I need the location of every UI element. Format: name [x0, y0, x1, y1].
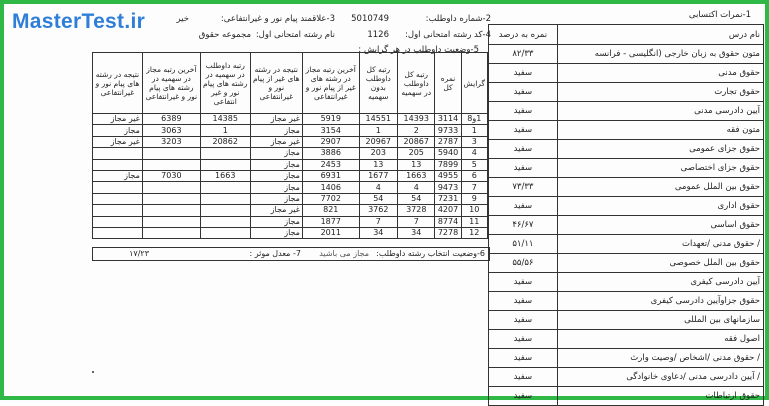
results-cell [93, 193, 143, 204]
results-cell: 3762 [359, 205, 397, 216]
results-cell: 1663 [398, 170, 435, 181]
results-row [93, 227, 488, 238]
course-row [489, 197, 764, 216]
results-cell: مجاز [250, 216, 302, 227]
results-cell: 4 [461, 148, 487, 159]
results-cell [200, 159, 250, 170]
results-cell: 821 [302, 205, 359, 216]
results-cell: 6 [461, 170, 487, 181]
results-cell: 13 [398, 159, 435, 170]
results-cell [93, 159, 143, 170]
course-name: سازمانهای بین المللی [557, 311, 763, 330]
results-cell: 2453 [302, 159, 359, 170]
course-pct: ۷۳/۳۳ [489, 178, 558, 197]
results-cell: 203 [359, 148, 397, 159]
results-cell: 20967 [359, 136, 397, 147]
results-cell: 4 [398, 182, 435, 193]
course-name: / حقوق مدنی /تعهدات [557, 235, 763, 254]
course-pct: سفید [489, 311, 558, 330]
results-cell: غیر مجاز [250, 205, 302, 216]
results-cell [142, 216, 200, 227]
course-pct: سفید [489, 330, 558, 349]
results-col-header: نمره کل [435, 53, 461, 114]
course-name: حقوق جزای اختصاصی [557, 159, 763, 178]
results-col-header: رتبه کل داوطلب بدون سهمیه [359, 53, 397, 114]
results-col-header: نتیجه در رشته های غیر از پیام نور و غیرانتفاعی [250, 53, 302, 114]
course-pct: سفید [489, 102, 558, 121]
results-cell: 7231 [435, 193, 461, 204]
course-pct: سفید [489, 121, 558, 140]
results-cell: 9473 [435, 182, 461, 193]
results-cell: 205 [398, 148, 435, 159]
header-item4-value: 1126 [367, 30, 389, 40]
course-pct: سفید [489, 159, 558, 178]
results-cell: 3 [461, 136, 487, 147]
col-course-name: نام درس [557, 25, 763, 45]
header-item2-label: 2-شماره داوطلب: [425, 14, 491, 24]
course-name: حقوق جزای عمومی [557, 140, 763, 159]
results-cell: مجاز [250, 148, 302, 159]
results-cell: 54 [359, 193, 397, 204]
results-cell: 2907 [302, 136, 359, 147]
results-cell [93, 227, 143, 238]
results-cell: 4955 [435, 170, 461, 181]
course-name: / آیین دادرسی مدنی /دعاوی خانوادگی [557, 368, 763, 387]
results-cell: مجاز [250, 170, 302, 181]
results-cell: 7030 [142, 170, 200, 181]
course-table [488, 24, 764, 406]
course-row [489, 273, 764, 292]
results-col-header: گرایش [461, 53, 487, 114]
results-cell [200, 216, 250, 227]
header-item2-value: 5010749 [351, 14, 389, 24]
course-row [489, 330, 764, 349]
results-cell: 3203 [142, 136, 200, 147]
results-cell [142, 159, 200, 170]
results-cell: 1و8 [461, 114, 487, 125]
results-cell: 5919 [302, 114, 359, 125]
results-cell: 3154 [302, 125, 359, 136]
course-row [489, 178, 764, 197]
header-item3-label: 3-علاقمند پیام نور و غیرانتفاعی: [220, 14, 335, 24]
results-cell: 1 [200, 125, 250, 136]
course-pct: ۸۲/۳۳ [489, 45, 558, 64]
results-cell: 1677 [359, 170, 397, 181]
results-cell: 7 [398, 216, 435, 227]
results-cell: مجاز [250, 227, 302, 238]
results-cell [200, 148, 250, 159]
results-cell: مجاز [93, 125, 143, 136]
course-pct: ۵۱/۱۱ [489, 235, 558, 254]
results-cell [142, 205, 200, 216]
results-cell: 12 [461, 227, 487, 238]
results-cell [200, 193, 250, 204]
results-cell: 1 [461, 125, 487, 136]
footer-item6-value: مجاز می باشید [319, 249, 369, 258]
results-col-header: رتبه داوطلب در سهمیه در رشته های پیام نور و غیر انتفاعی [200, 53, 250, 114]
results-cell: غیر مجاز [250, 136, 302, 147]
results-row [93, 136, 488, 147]
course-pct: سفید [489, 197, 558, 216]
results-cell: مجاز [250, 159, 302, 170]
course-pct: سفید [489, 64, 558, 83]
results-row [93, 216, 488, 227]
course-row [489, 311, 764, 330]
results-cell [142, 193, 200, 204]
course-name: اصول فقه [557, 330, 763, 349]
course-name: / حقوق مدنی /اشخاص /وصیت وارث [557, 349, 763, 368]
course-pct: سفید [489, 273, 558, 292]
results-cell [200, 205, 250, 216]
course-name: متون حقوق به زبان خارجی (انگلیسی - فرانسه [557, 45, 763, 64]
results-cell [93, 148, 143, 159]
course-name: حقوق اداری [557, 197, 763, 216]
results-cell: 34 [398, 227, 435, 238]
header-item5: 5-وضعیت داوطلب در هر گرایش : [358, 45, 479, 55]
results-cell: 14551 [359, 114, 397, 125]
course-name: آیین دادرسی کیفری [557, 273, 763, 292]
course-pct: سفید [489, 368, 558, 387]
results-cell: 20867 [398, 136, 435, 147]
results-table-header [93, 53, 488, 114]
results-cell: مجاز [250, 182, 302, 193]
course-pct: سفید [489, 387, 558, 406]
course-row [489, 387, 764, 406]
header-item4-name-value: مجموعه حقوق [198, 30, 251, 40]
course-row [489, 216, 764, 235]
course-row [489, 159, 764, 178]
results-cell: 1406 [302, 182, 359, 193]
course-name: آیین دادرسی مدنی [557, 102, 763, 121]
course-row [489, 292, 764, 311]
results-cell [93, 205, 143, 216]
course-row [489, 235, 764, 254]
results-cell: 11 [461, 216, 487, 227]
course-name: حقوق ارتباطات [557, 387, 763, 406]
results-cell: 7899 [435, 159, 461, 170]
results-col-header: نتیجه در رشته های پیام نور و غیرانتفاعی [93, 53, 143, 114]
results-cell [142, 182, 200, 193]
results-cell [142, 148, 200, 159]
results-col-header: آخرین رتبه مجاز در رشته های غیر از پیام نور و غیرانتفاعی [302, 53, 359, 114]
results-row [93, 205, 488, 216]
results-cell: 13 [359, 159, 397, 170]
results-row [93, 182, 488, 193]
results-row [93, 193, 488, 204]
footer-item7-label: 7- معدل موثر : [249, 249, 301, 258]
course-row [489, 349, 764, 368]
results-cell: مجاز [250, 193, 302, 204]
results-cell: 34 [359, 227, 397, 238]
results-cell: 9 [461, 193, 487, 204]
results-col-header: آخرین رتبه مجاز در سهمیه در رشته های پیام نور و غیرانتفاعی [142, 53, 200, 114]
results-cell: 2011 [302, 227, 359, 238]
results-cell [200, 227, 250, 238]
course-name: حقوق بین الملل عمومی [557, 178, 763, 197]
results-cell: 4 [359, 182, 397, 193]
results-cell: 7278 [435, 227, 461, 238]
course-pct: ۴۶/۶۷ [489, 216, 558, 235]
course-pct: سفید [489, 140, 558, 159]
results-row [93, 159, 488, 170]
course-name: حقوق مدنی [557, 64, 763, 83]
results-cell: 2 [398, 125, 435, 136]
results-cell: 3063 [142, 125, 200, 136]
results-cell: 14385 [200, 114, 250, 125]
course-row [489, 83, 764, 102]
results-cell [93, 216, 143, 227]
course-name: حقوق اساسی [557, 216, 763, 235]
header-item3-value: خیر [176, 14, 189, 24]
watermark: MasterTest.ir [12, 10, 146, 33]
course-pct: سفید [489, 292, 558, 311]
course-name: حقوق جزاوآیین دادرسی کیفری [557, 292, 763, 311]
col-course-pct: نمره به درصد [489, 25, 558, 45]
footer-box [92, 247, 490, 261]
header-item4-name-label: نام رشته امتحانی اول: [255, 30, 335, 40]
course-row [489, 121, 764, 140]
results-cell: غیر مجاز [250, 114, 302, 125]
results-cell: غیر مجاز [93, 136, 143, 147]
results-row [93, 148, 488, 159]
course-row [489, 140, 764, 159]
results-cell: مجاز [93, 170, 143, 181]
course-pct: سفید [489, 83, 558, 102]
results-cell: 54 [398, 193, 435, 204]
results-cell [200, 182, 250, 193]
results-cell [142, 227, 200, 238]
results-cell: 6389 [142, 114, 200, 125]
results-cell [93, 182, 143, 193]
results-cell: 9733 [435, 125, 461, 136]
results-cell: 4207 [435, 205, 461, 216]
course-table-header [489, 25, 764, 45]
results-cell: 8774 [435, 216, 461, 227]
results-cell: 6931 [302, 170, 359, 181]
results-cell: 10 [461, 205, 487, 216]
course-row [489, 102, 764, 121]
stray-dot [92, 371, 94, 373]
results-col-header: رتبه کل داوطلب در سهمیه [398, 53, 435, 114]
results-cell: 5 [461, 159, 487, 170]
results-cell: 7 [359, 216, 397, 227]
header-item4-label: 4-کد رشته امتحانی اول: [405, 30, 491, 40]
course-row [489, 64, 764, 83]
course-row [489, 368, 764, 387]
results-cell: 1 [359, 125, 397, 136]
header-item1: 1-نمرات اکتسابی [688, 10, 751, 20]
course-row [489, 45, 764, 64]
results-cell: 1877 [302, 216, 359, 227]
results-cell: 5940 [435, 148, 461, 159]
results-cell: 3114 [435, 114, 461, 125]
results-cell: 1663 [200, 170, 250, 181]
course-name: متون فقه [557, 121, 763, 140]
results-row [93, 114, 488, 125]
results-row [93, 170, 488, 181]
footer-item6-label: 6-وضعیت انتخاب رشته داوطلب: [376, 249, 485, 258]
results-cell: 3886 [302, 148, 359, 159]
results-cell: 2787 [435, 136, 461, 147]
results-cell: 3728 [398, 205, 435, 216]
results-table [92, 52, 488, 239]
results-cell: 20862 [200, 136, 250, 147]
results-row [93, 125, 488, 136]
results-cell: غیر مجاز [93, 114, 143, 125]
results-cell: 14393 [398, 114, 435, 125]
course-pct: ۵۵/۵۶ [489, 254, 558, 273]
results-cell: 7 [461, 182, 487, 193]
course-name: حقوق تجارت [557, 83, 763, 102]
results-cell: 7702 [302, 193, 359, 204]
results-cell: مجاز [250, 125, 302, 136]
course-row [489, 254, 764, 273]
footer-item7-value: ۱۷/۲۳ [129, 249, 149, 258]
course-name: حقوق بین الملل خصوصی [557, 254, 763, 273]
course-pct: سفید [489, 349, 558, 368]
